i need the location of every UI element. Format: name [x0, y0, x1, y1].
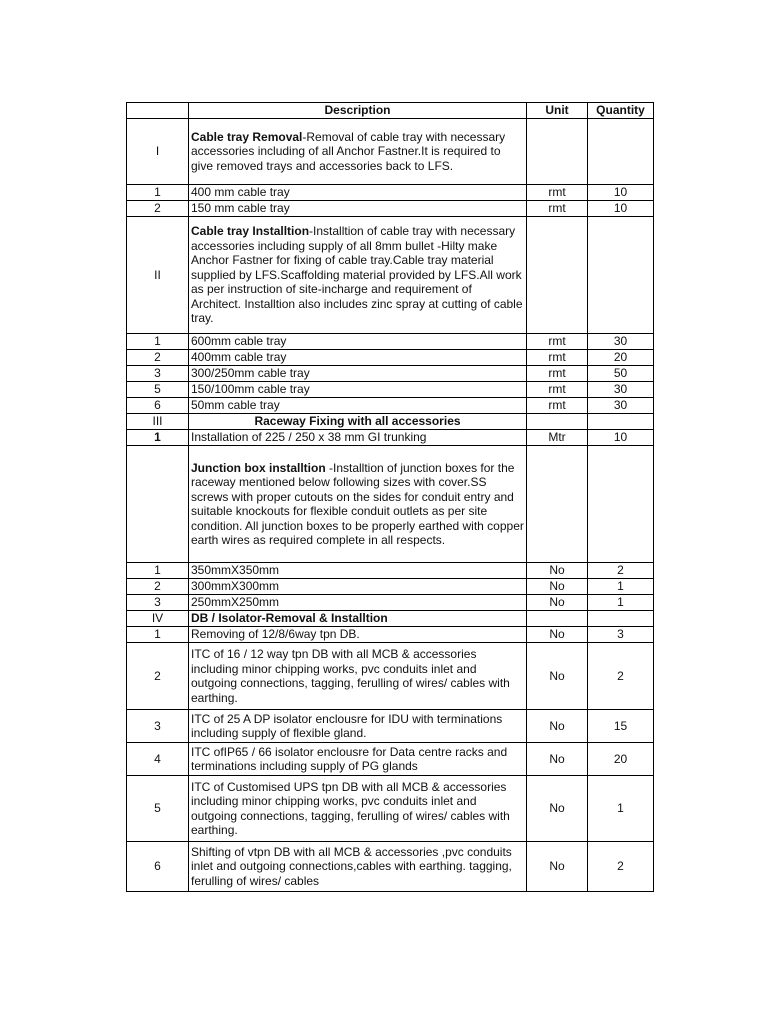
row-unit: rmt [527, 398, 588, 414]
section-text: -Installtion of junction boxes for the raceway mentioned below following sizes with cover.SS screws with proper cutouts on the sides for conduit entry and suitable knockouts for flexible conduit outlets as per site condition. All junction boxes to be properly earthed with copper earth wires as required complete in all respects. [191, 460, 524, 547]
row-number: 5 [127, 382, 189, 398]
section-title: Cable tray Installtion [191, 224, 310, 239]
row-description [189, 446, 527, 563]
row-unit [527, 119, 588, 185]
table-row [127, 710, 654, 743]
row-number: III [127, 414, 189, 430]
table-row [127, 563, 654, 579]
table-row [127, 842, 654, 892]
header-row [127, 103, 654, 119]
row-description: 350mmX350mm [189, 563, 527, 579]
row-quantity: 1 [588, 776, 654, 842]
row-quantity: 30 [588, 382, 654, 398]
row-description: Raceway Fixing with all accessories [189, 414, 527, 430]
row-unit: No [527, 842, 588, 892]
row-unit [527, 611, 588, 627]
row-description [189, 217, 527, 334]
row-description: 600mm cable tray [189, 334, 527, 350]
row-number [127, 446, 189, 563]
table-row [127, 611, 654, 627]
row-description: Removing of 12/8/6way tpn DB. [189, 627, 527, 643]
header-quantity: Quantity [588, 103, 654, 119]
section-title: Cable tray Removal [191, 129, 303, 144]
row-unit: No [527, 579, 588, 595]
row-description: 50mm cable tray [189, 398, 527, 414]
row-quantity: 20 [588, 743, 654, 776]
table-row [127, 743, 654, 776]
row-description: ITC ofIP65 / 66 isolator enclousre for Data centre racks and terminations including supply of PG glands [189, 743, 527, 776]
boq-table [126, 102, 654, 892]
table-row [127, 776, 654, 842]
header-unit: Unit [527, 103, 588, 119]
section-title: Junction box installtion [191, 460, 326, 475]
row-unit: No [527, 563, 588, 579]
row-number: 3 [127, 595, 189, 611]
row-unit: rmt [527, 185, 588, 201]
row-description: DB / Isolator-Removal & Installtion [189, 611, 527, 627]
row-quantity [588, 446, 654, 563]
table-row [127, 334, 654, 350]
row-number: 3 [127, 710, 189, 743]
row-description: ITC of 25 A DP isolator enclousre for IDU with terminations including supply of flexible gland. [189, 710, 527, 743]
table-row [127, 185, 654, 201]
row-number: 6 [127, 398, 189, 414]
row-description: 300/250mm cable tray [189, 366, 527, 382]
table-row [127, 366, 654, 382]
row-number: 1 [127, 563, 189, 579]
table-row [127, 398, 654, 414]
row-quantity [588, 414, 654, 430]
row-number: 1 [127, 430, 189, 446]
row-number: IV [127, 611, 189, 627]
table-row [127, 446, 654, 563]
row-unit: rmt [527, 201, 588, 217]
row-unit [527, 414, 588, 430]
row-unit: No [527, 710, 588, 743]
row-unit [527, 446, 588, 563]
row-unit: No [527, 627, 588, 643]
row-number: 1 [127, 334, 189, 350]
table-row [127, 350, 654, 366]
row-quantity: 10 [588, 201, 654, 217]
table-row [127, 627, 654, 643]
row-description: 250mmX250mm [189, 595, 527, 611]
row-quantity: 15 [588, 710, 654, 743]
row-quantity: 2 [588, 643, 654, 710]
table-row [127, 414, 654, 430]
header-description: Description [189, 103, 527, 119]
row-description: 400mm cable tray [189, 350, 527, 366]
row-description: ITC of Customised UPS tpn DB with all MCB & accessories including minor chipping works, pvc conduits inlet and outgoing connections, tagging, ferulling of wires/ cables with earthing. [189, 776, 527, 842]
table-row [127, 119, 654, 185]
row-unit: No [527, 776, 588, 842]
table-row [127, 579, 654, 595]
table-row [127, 201, 654, 217]
row-quantity: 3 [588, 627, 654, 643]
row-number: 3 [127, 366, 189, 382]
row-unit: Mtr [527, 430, 588, 446]
row-number: 2 [127, 350, 189, 366]
table-row [127, 430, 654, 446]
row-number: 4 [127, 743, 189, 776]
row-quantity [588, 217, 654, 334]
row-quantity: 2 [588, 842, 654, 892]
row-description: Shifting of vtpn DB with all MCB & accessories ,pvc conduits inlet and outgoing connections,cables with earthing. tagging, ferulling of wires/ cables [189, 842, 527, 892]
header-sno [127, 103, 189, 119]
row-quantity: 30 [588, 334, 654, 350]
row-quantity [588, 119, 654, 185]
row-number: 1 [127, 185, 189, 201]
row-quantity: 20 [588, 350, 654, 366]
row-quantity [588, 611, 654, 627]
row-description: 300mmX300mm [189, 579, 527, 595]
row-quantity: 50 [588, 366, 654, 382]
row-quantity: 1 [588, 579, 654, 595]
row-number: 1 [127, 627, 189, 643]
row-number: 5 [127, 776, 189, 842]
row-unit: No [527, 743, 588, 776]
row-unit: No [527, 595, 588, 611]
row-number: 6 [127, 842, 189, 892]
section-text: -Installtion of cable tray with necessary accessories including supply of all 8mm bullet -Hilty make Anchor Fastner for fixing of cable tray.Cable tray material supplied by LFS.Scaffolding material provided by LFS.All work as per instruction of site-incharge and requirement of Architect. Installtion also includes zinc spray at cutting of cable tray. [191, 224, 523, 326]
table-row [127, 217, 654, 334]
row-quantity: 10 [588, 185, 654, 201]
row-number: 2 [127, 579, 189, 595]
row-number: 2 [127, 201, 189, 217]
row-description: 150/100mm cable tray [189, 382, 527, 398]
row-description: ITC of 16 / 12 way tpn DB with all MCB & accessories including minor chipping works, pvc conduits inlet and outgoing connections, tagging, ferulling of wires/ cables with earthing. [189, 643, 527, 710]
row-description [189, 119, 527, 185]
row-unit: rmt [527, 350, 588, 366]
table-row [127, 595, 654, 611]
row-description: Installation of 225 / 250 x 38 mm GI trunking [189, 430, 527, 446]
row-unit: rmt [527, 382, 588, 398]
row-number: I [127, 119, 189, 185]
row-unit: rmt [527, 334, 588, 350]
row-number: 2 [127, 643, 189, 710]
row-description: 400 mm cable tray [189, 185, 527, 201]
row-quantity: 1 [588, 595, 654, 611]
section-text: -Removal of cable tray with necessary accessories including of all Anchor Fastner.It is required to give removed trays and accessories back to LFS. [191, 129, 506, 173]
table-row [127, 382, 654, 398]
row-quantity: 30 [588, 398, 654, 414]
row-unit: rmt [527, 366, 588, 382]
row-number: II [127, 217, 189, 334]
row-unit: No [527, 643, 588, 710]
row-description: 150 mm cable tray [189, 201, 527, 217]
row-quantity: 2 [588, 563, 654, 579]
table-row [127, 643, 654, 710]
row-unit [527, 217, 588, 334]
row-quantity: 10 [588, 430, 654, 446]
